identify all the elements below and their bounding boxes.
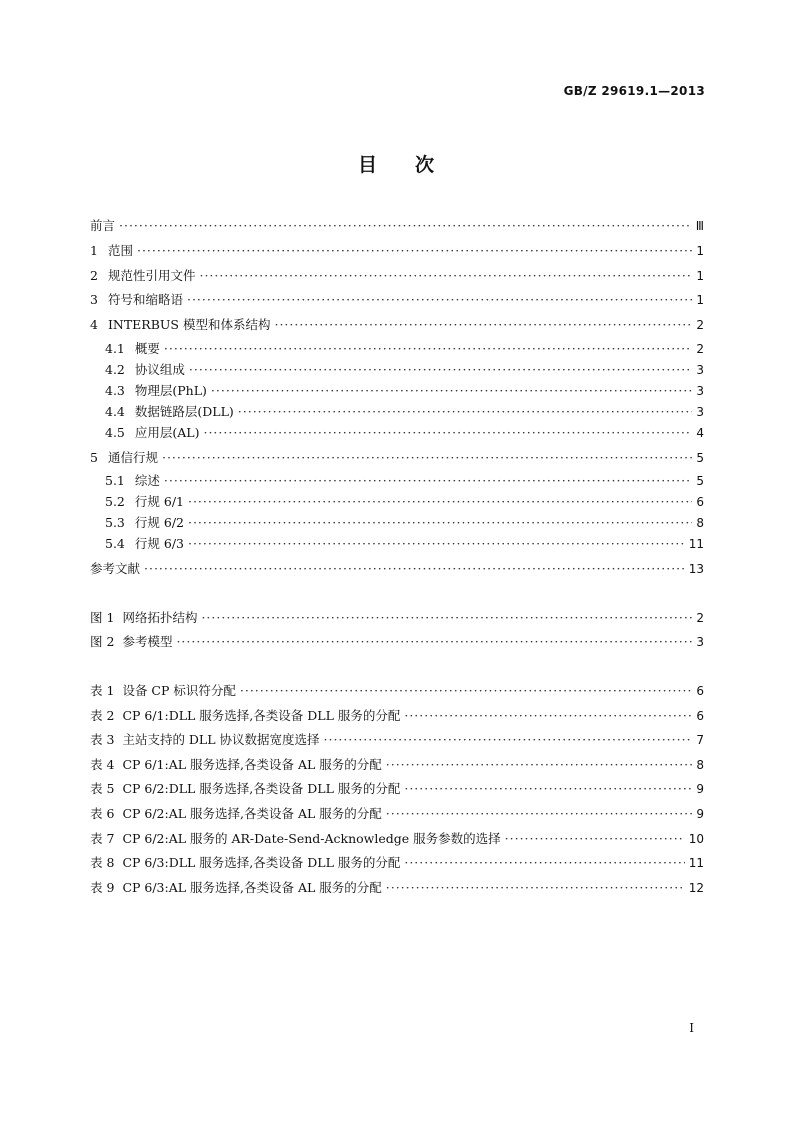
dot-leader [188, 513, 692, 533]
toc-entry-section-4-2[interactable] [105, 360, 704, 380]
toc-entry-label: INTERBUS 模型和体系结构 [107, 317, 271, 332]
toc-entry-section-5-3[interactable] [105, 513, 704, 533]
dot-leader [386, 878, 685, 898]
dot-leader [164, 471, 692, 491]
toc-entry-number: 表 9 [90, 880, 115, 895]
toc-entry-label: 规范性引用文件 [107, 268, 196, 283]
toc-entry-label: 参考文献 [90, 561, 141, 576]
toc-entry-number: 4.4 [105, 404, 125, 419]
dot-leader [404, 706, 692, 726]
dot-leader [144, 559, 685, 579]
toc-entry-table-8[interactable] [90, 853, 704, 873]
standard-code: GB/Z 29619.1—2013 [563, 84, 705, 98]
toc-entry-number: 表 3 [90, 732, 115, 747]
dot-leader [164, 339, 692, 359]
dot-leader [386, 804, 693, 824]
dot-leader [274, 315, 692, 335]
toc-entry-number: 5.4 [105, 536, 125, 551]
toc-entry-table-7[interactable] [90, 829, 704, 849]
toc-entry-number: 表 5 [90, 781, 115, 796]
toc-entry-table-3[interactable] [90, 730, 704, 750]
dot-leader [188, 492, 692, 512]
dot-leader [176, 632, 692, 652]
toc-entry-label: 主站支持的 DLL 协议数据宽度选择 [122, 732, 320, 747]
dot-leader [162, 448, 692, 468]
toc-entry-page: 11 [688, 856, 704, 870]
toc-entry-label: 符号和缩略语 [107, 292, 183, 307]
page-number: I [689, 1021, 694, 1035]
toc-entry-page: 3 [696, 405, 704, 419]
toc-entry-number: 表 4 [90, 757, 115, 772]
dot-leader [199, 266, 692, 286]
toc-entry-page: 1 [696, 293, 704, 307]
toc-entry-label: 数据链路层(DLL) [134, 404, 234, 419]
toc-entry-page: 13 [688, 562, 704, 576]
toc-entry-number: 表 7 [90, 831, 115, 846]
toc-entry-table-6[interactable] [90, 804, 704, 824]
dot-leader [119, 216, 692, 236]
toc-entry-number: 5.3 [105, 515, 125, 530]
toc-entry-page: 4 [696, 426, 704, 440]
title-char-2: 次 [415, 154, 437, 176]
toc-entry-number: 图 1 [90, 610, 115, 625]
dot-leader [324, 730, 693, 750]
page-title [0, 150, 794, 177]
toc-entry-label: CP 6/2:DLL 服务选择,各类设备 DLL 服务的分配 [122, 781, 401, 796]
toc-entry-section-4-3[interactable] [105, 381, 704, 401]
toc-entry-number: 2 [90, 268, 98, 283]
toc-entry-page: Ⅲ [695, 219, 704, 233]
toc-entry-page: 10 [688, 832, 704, 846]
toc-entry-section-5-1[interactable] [105, 471, 704, 491]
toc-entry-section-5-4[interactable] [105, 534, 704, 554]
toc-entry-table-4[interactable] [90, 755, 704, 775]
toc-entry-page: 2 [696, 318, 704, 332]
toc-entry-page: 3 [696, 363, 704, 377]
toc-entry-label: 范围 [107, 243, 133, 258]
toc-entry-label: CP 6/1:DLL 服务选择,各类设备 DLL 服务的分配 [122, 708, 401, 723]
toc-entry-label: 通信行规 [107, 450, 158, 465]
toc-entry-table-5[interactable] [90, 779, 704, 799]
toc-entry-page: 6 [696, 684, 704, 698]
dot-leader [404, 779, 692, 799]
toc-entry-label: 参考模型 [122, 634, 173, 649]
toc-entry-page: 6 [696, 495, 704, 509]
toc-entry-section-4-5[interactable] [105, 423, 704, 443]
dot-leader [137, 241, 692, 261]
toc-entry-number: 图 2 [90, 634, 115, 649]
dot-leader [188, 534, 685, 554]
toc-entry-page: 6 [696, 709, 704, 723]
toc-entry-page: 9 [696, 782, 704, 796]
toc-entry-page: 8 [696, 758, 704, 772]
toc-entry-foreword[interactable] [90, 216, 704, 236]
toc-entry-number: 表 1 [90, 683, 115, 698]
toc-entry-page: 1 [696, 244, 704, 258]
toc-entry-label: CP 6/3:AL 服务选择,各类设备 AL 服务的分配 [122, 880, 382, 895]
toc-entry-section-3[interactable] [90, 290, 704, 310]
toc-entry-label: 物理层(PhL) [134, 383, 207, 398]
toc-entry-page: 8 [696, 516, 704, 530]
dot-leader [201, 608, 692, 628]
dot-leader [211, 381, 692, 401]
toc-entry-number: 4.3 [105, 383, 125, 398]
toc-entry-number: 表 6 [90, 806, 115, 821]
toc-entry-page: 1 [696, 269, 704, 283]
toc-entry-page: 9 [696, 807, 704, 821]
toc-entry-bibliography[interactable] [90, 559, 704, 579]
toc-entry-number: 4.2 [105, 362, 125, 377]
toc-entry-label: 综述 [134, 473, 160, 488]
toc-entry-page: 3 [696, 635, 704, 649]
toc-entry-label: 前言 [90, 218, 116, 233]
toc-entry-label: CP 6/2:AL 服务选择,各类设备 AL 服务的分配 [122, 806, 382, 821]
toc-entry-number: 5.2 [105, 494, 125, 509]
toc-entry-section-4[interactable] [90, 315, 704, 335]
dot-leader [240, 681, 692, 701]
dot-leader [386, 755, 693, 775]
toc-entry-section-2[interactable] [90, 266, 704, 286]
toc-entry-number: 4.5 [105, 425, 125, 440]
toc-entry-page: 7 [696, 733, 704, 747]
toc-entry-page: 3 [696, 384, 704, 398]
toc-entry-label: CP 6/1:AL 服务选择,各类设备 AL 服务的分配 [122, 757, 382, 772]
toc-entry-label: CP 6/3:DLL 服务选择,各类设备 DLL 服务的分配 [122, 855, 401, 870]
toc-entry-label: 设备 CP 标识符分配 [122, 683, 236, 698]
toc-entry-figure-1[interactable] [90, 608, 704, 628]
toc-entry-table-9[interactable] [90, 878, 704, 898]
toc-entry-label: 概要 [134, 341, 160, 356]
toc-entry-number: 表 8 [90, 855, 115, 870]
toc-entry-page: 11 [688, 537, 704, 551]
toc-entry-number: 表 2 [90, 708, 115, 723]
toc-entry-section-4-1[interactable] [105, 339, 704, 359]
toc-entry-page: 2 [696, 611, 704, 625]
toc-entry-number: 5.1 [105, 473, 125, 488]
toc-entry-number: 4.1 [105, 341, 125, 356]
toc-entry-table-1[interactable] [90, 681, 704, 701]
toc-entry-number: 5 [90, 450, 98, 465]
toc-entry-page: 5 [696, 451, 704, 465]
toc-entry-section-5-2[interactable] [105, 492, 704, 512]
toc-entry-label: CP 6/2:AL 服务的 AR-Date-Send-Acknowledge 服务参数的选择 [122, 831, 501, 846]
toc-entry-figure-2[interactable] [90, 632, 704, 652]
toc-entry-section-4-4[interactable] [105, 402, 704, 422]
toc-entry-number: 4 [90, 317, 98, 332]
toc-entry-label: 行规 6/2 [134, 515, 184, 530]
toc-entry-label: 协议组成 [134, 362, 185, 377]
toc-entry-page: 12 [688, 881, 704, 895]
toc-entry-page: 5 [696, 474, 704, 488]
toc-entry-label: 行规 6/1 [134, 494, 184, 509]
dot-leader [189, 360, 692, 380]
toc-entry-section-1[interactable] [90, 241, 704, 261]
dot-leader [238, 402, 693, 422]
toc-entry-label: 行规 6/3 [134, 536, 184, 551]
toc-entry-number: 1 [90, 243, 98, 258]
dot-leader [203, 423, 692, 443]
toc-entry-label: 网络拓扑结构 [122, 610, 198, 625]
toc-entry-number: 3 [90, 292, 98, 307]
dot-leader [505, 829, 685, 849]
toc-entry-table-2[interactable] [90, 706, 704, 726]
toc-entry-label: 应用层(AL) [134, 425, 200, 440]
toc-entry-section-5[interactable] [90, 448, 704, 468]
title-char-1: 目 [357, 154, 379, 176]
dot-leader [404, 853, 684, 873]
toc-entry-page: 2 [696, 342, 704, 356]
dot-leader [187, 290, 692, 310]
